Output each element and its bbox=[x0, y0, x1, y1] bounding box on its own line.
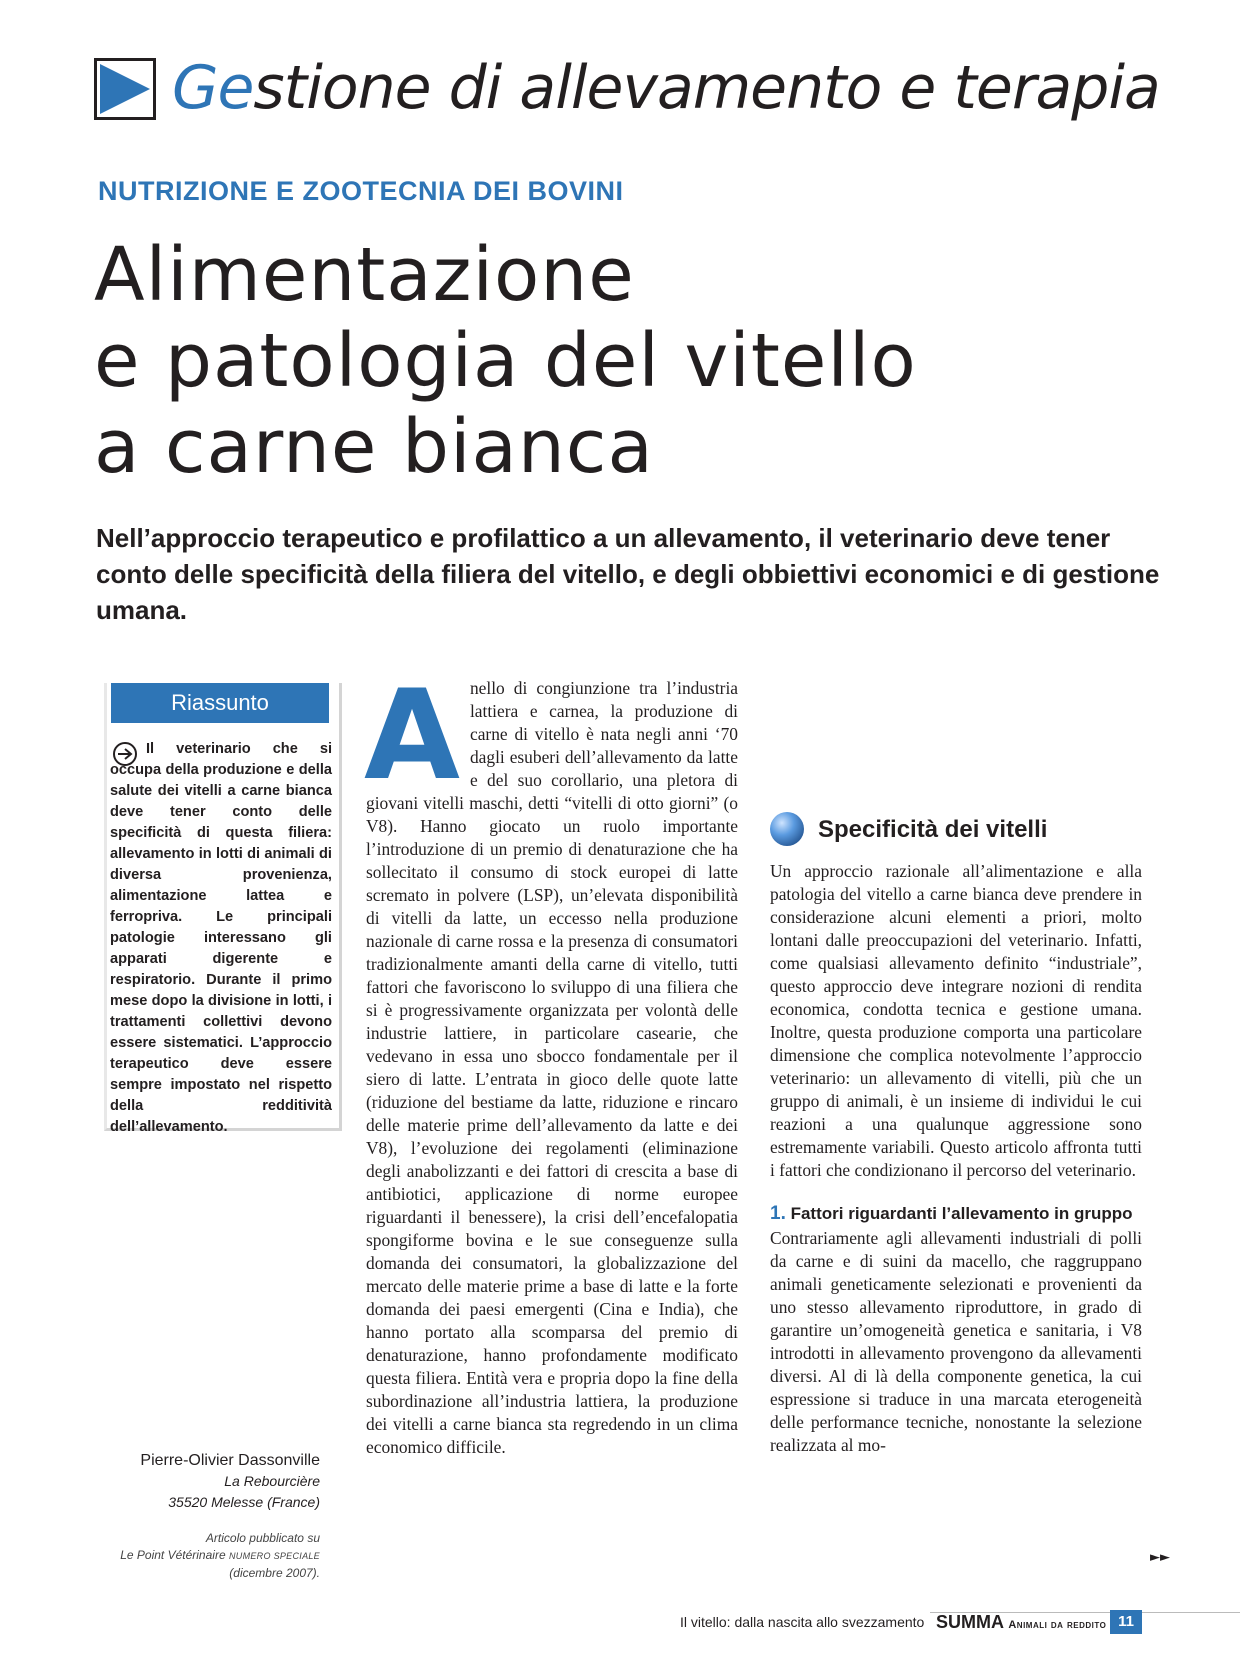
footer-brand-name: SUMMA bbox=[936, 1612, 1004, 1632]
article-lead: Nell’approccio terapeutico e profilattico a un allevamento, il veterinario deve tener conto delle specificità della filiera del vitello, e degli obbiettivi economici e di gestione umana. bbox=[96, 523, 1160, 625]
author-place: La Rebourcière bbox=[224, 1473, 320, 1489]
play-triangle-icon bbox=[94, 58, 156, 120]
body-paragraph-2: Un approccio razionale all’alimentazione e alla patologia del vitello a carne bianca deve prendere in considerazione alcuni elementi a priori, molto lontani dalle preoccupazioni del veterinario. Infatti, come qualsiasi allevamento definito “industriale”, questo approccio deve integrare nozioni di rendita economica, condotta tecnica e gestione umana. Inoltre, questa produzione comporta una particolare dimensione che complica notevolmente l’approccio veterinario: un allevamento di vitelli, più che un gruppo di animali, è un insieme di individui le cui reazioni a una qualunque aggressione sono estremamente variabili. Questo articolo affronta tutti i fattori che condizionano il percorso del veterinario. bbox=[770, 861, 1142, 1180]
publication-note bbox=[100, 1530, 320, 1582]
author-city: 35520 Melesse (France) bbox=[168, 1494, 320, 1510]
body-paragraph-1: nello di congiunzione tra l’industria lattiera e carnea, la produzione di carne di vitello è nata negli anni ‘70 dagli esuberi dell’allevamento da latte e del suo corollario, una pletora di giovani vitelli maschi, detti “vitelli di otto giorni” (o V8). Hanno giocato un ruolo importante l’introduzione di un premio di denaturazione che ha sollecitato il consumo di stock europei di latte scremato in polvere (LSP), un’elevata disponibilità di vitelli da latte, un eccesso nella produzione nazionale di carne rossa e la presenza di consumatori tradizionalmente amanti della carne di vitello, tutti fattori che favoriscono lo sviluppo di una filiera che si è progressivamente organizzata per volontà delle industrie lattiere, in particolare casearie, che vedevano in essa uno sbocco fondamentale per il siero di latte. L’entrata in gioco delle quote latte (riduzione del bestiame da latte, riduzione e rincaro delle materie prime dell’allevamento da latte e dei V8), l’evoluzione dei regolamenti (eliminazione degli anabolizzanti e dei fattori di crescita a base di antibiotici, applicazione di norme europee riguardanti il benessere), la crisi dell’encefalopatia spongiforme bovina e le sue conseguenze sulla domanda dei consumatori, la globalizzazione del mercato delle materie prime a base di latte e la forte domanda dei paesi emergenti (Cina e India), che hanno portato alla scomparsa del premio di denaturazione, hanno profondamente modificato questa filiera. Entità vera e propria dopo la fine della subordinazione all’industria lattiera, la produzione dei vitelli a carne bianca sta regredendo in un clima economico difficile. bbox=[366, 678, 738, 1457]
body-paragraph-3: Contrariamente agli allevamenti industriali di polli da carne e di suini da macello, che raggruppano animali geneticamente selezionati e provenienti da uno stesso allevamento riproduttore, in grado di garantire un’omogeneità genetica e sanitaria, i V8 introdotti in allevamento provengono da allevamenti diversi. Al di là della componente genetica, la cui espressione si traduce in una marcata eterogeneità delle performance tecniche, nonostante la selezione realizzata al mo- bbox=[770, 1228, 1142, 1455]
summary-heading: Riassunto bbox=[111, 683, 329, 723]
pubnote-issue: NUMERO SPECIALE bbox=[228, 1551, 320, 1561]
headline-line-3: a carne bianca bbox=[94, 404, 654, 490]
article-headline bbox=[94, 232, 1174, 490]
section-title-rest: stione di allevamento e terapia bbox=[253, 53, 1160, 123]
body-column-2 bbox=[770, 815, 1142, 1457]
section-title bbox=[172, 52, 1160, 124]
subheading-text: Specificità dei vitelli bbox=[818, 815, 1048, 843]
double-arrow-right-icon: ►► bbox=[1150, 1550, 1170, 1565]
summary-text: Il veterinario che si occupa della produzione e della salute dei vitelli a carne bianca deve tener conto delle specificità di questa filiera: allevamento in lotti di animali di diversa provenienza, alimentazione lattea e ferropriva. Le principali patologie interessano gli apparati digerente e respiratorio. Durante il primo mese dopo la divisione in lotti, i trattamenti collettivi devono essere sistematici. L’approccio terapeutico deve essere sempre impostato nel rispetto della redditività dell’allevamento. bbox=[110, 741, 332, 1135]
footer-brand bbox=[936, 1612, 1106, 1633]
subheading bbox=[770, 812, 1142, 846]
pubnote-line: Articolo pubblicato su bbox=[205, 1531, 320, 1545]
minor-heading-text: Fattori riguardanti l’allevamento in gruppo bbox=[790, 1204, 1133, 1223]
section-title-accent: Ge bbox=[172, 53, 254, 123]
pubnote-journal: Le Point Vétérinaire bbox=[120, 1548, 226, 1562]
drop-cap: A bbox=[364, 664, 460, 808]
bullet-ball-icon bbox=[770, 812, 804, 846]
minor-heading-number: 1. bbox=[770, 1203, 786, 1224]
article-kicker: NUTRIZIONE E ZOOTECNIA DEI BOVINI bbox=[98, 176, 624, 206]
page-number: 11 bbox=[1110, 1610, 1142, 1634]
footer-brand-sub: Animali da reddito bbox=[1008, 1619, 1107, 1631]
headline-line-1: Alimentazione bbox=[94, 232, 635, 318]
pubnote-date: (dicembre 2007). bbox=[229, 1566, 320, 1580]
summary-box bbox=[104, 683, 342, 1135]
author-name: Pierre-Olivier Dassonville bbox=[140, 1452, 320, 1469]
minor-heading bbox=[770, 1202, 1142, 1225]
body-column-1 bbox=[364, 664, 738, 1459]
headline-line-2: e patologia del vitello bbox=[94, 318, 917, 404]
footer-caption: Il vitello: dalla nascita allo svezzamento bbox=[680, 1614, 925, 1630]
author-block bbox=[100, 1450, 320, 1513]
